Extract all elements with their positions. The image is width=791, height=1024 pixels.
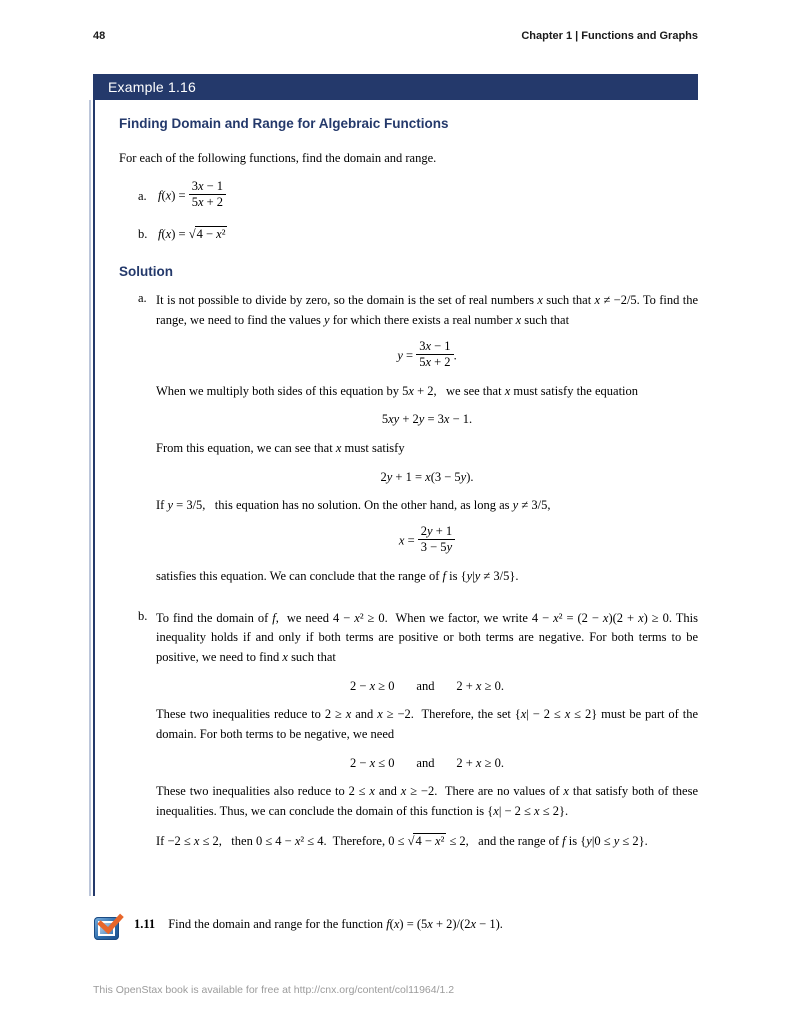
example-banner: [93, 74, 698, 100]
solution-b-content: [156, 609, 698, 862]
equation-inequalities-negative: 2 − x ≤ 0 and 2 + x ≥ 0.: [350, 755, 504, 770]
problem-item-b: [138, 227, 698, 242]
chapter-title: Chapter 1 | Functions and Graphs: [521, 30, 698, 42]
example-body: [93, 100, 698, 896]
example-banner-label: Example 1.16: [108, 79, 197, 95]
paragraph: If −2 ≤ x ≤ 2, then 0 ≤ 4 − x² ≤ 4. Therefore, 0 ≤ √4 − x² ≤ 2, and the range of f is {y|0 ≤ y ≤ 2}.: [156, 832, 698, 852]
paragraph: From this equation, we can see that x must satisfy: [156, 440, 405, 455]
equation-x-fraction: x = $\frac{2y + 1}{3 - 5y}$: [156, 526, 698, 557]
paragraph: If y = 3/5, this equation has no solution. On the other hand, as long as y ≠ 3/5,: [156, 498, 551, 512]
equation-5xy: 5xy + 2y = 3x − 1.: [381, 412, 473, 427]
equation-inequalities-positive: 2 − x ≥ 0 and 2 + x ≥ 0.: [350, 678, 504, 693]
problem-a-expression: f(x) = $\frac{3x - 1}{5x + 2}$: [158, 181, 226, 212]
example-title: Finding Domain and Range for Algebraic Functions: [119, 116, 449, 131]
radical-sign-icon: √: [188, 227, 196, 241]
example-intro: For each of the following functions, find the domain and range.: [119, 151, 437, 165]
problem-b-expression: f(x) = √4 − x²: [158, 227, 226, 241]
paragraph: When we multiply both sides of this equation by 5x + 2, we see that x must satisfy the equation: [156, 383, 639, 398]
item-label: b.: [138, 608, 148, 623]
checkpoint-number: 1.11: [134, 916, 156, 931]
fraction: $\frac{3x - 1}{5x + 2}$: [189, 179, 226, 210]
radical-sign-icon: √: [407, 833, 415, 848]
equation-y-fraction: y = $\frac{3x - 1}{5x + 2}$ .: [397, 338, 457, 369]
item-label: a.: [138, 189, 147, 203]
page-header: [93, 30, 698, 42]
item-label: a.: [138, 291, 147, 305]
checkpoint-checkbox-icon: [93, 910, 125, 942]
solution-a-content: [156, 291, 698, 597]
radicand: 4 − x²: [415, 833, 445, 848]
fraction: $\frac{3x - 1}{5x + 2}$: [416, 339, 453, 370]
paragraph: It is not possible to divide by zero, so the domain is the set of real numbers x such that x ≠ −2/5. To find the range, we need to find the values y for which there exists a real number x such that: [156, 293, 698, 327]
problem-item-a: [138, 181, 698, 212]
paragraph: These two inequalities reduce to 2 ≥ x and x ≥ −2. Therefore, the set {x| − 2 ≤ x ≤ 2} must be part of the domain. For both terms to be negative, we need: [156, 707, 698, 741]
radicand: 4 − x²: [196, 227, 226, 241]
fraction: $\frac{2y + 1}{3 - 5y}$: [418, 524, 455, 555]
paragraph: satisfies this equation. We can conclude that the range of f is {y|y ≠ 3/5}.: [156, 568, 519, 583]
solution-item-b: [138, 609, 698, 862]
checkpoint-text: Find the domain and range for the function f(x) = (5x + 2)/(2x − 1).: [168, 916, 503, 931]
solution-heading: Solution: [119, 264, 173, 279]
page-number: 48: [93, 30, 106, 42]
equation-2y-plus-1: 2y + 1 = x(3 − 5y).: [380, 469, 474, 484]
paragraph: To find the domain of f, we need 4 − x² ≥ 0. When we factor, we write 4 − x² = (2 − x)(2 + x) ≥ 0. This inequality holds if and only if both terms are positive or both terms are negative. For both terms to be positive, we need to find x such that: [156, 610, 698, 664]
item-label: b.: [138, 227, 148, 241]
footer-attribution: This OpenStax book is available for free at http://cnx.org/content/col11964/1.2: [93, 984, 455, 996]
solution-item-a: [138, 291, 698, 597]
checkpoint: [93, 910, 698, 942]
paragraph: These two inequalities also reduce to 2 ≤ x and x ≥ −2. There are no values of x that satisfy both of these inequalities. Thus, we can conclude the domain of this function is {x| − 2 ≤ x ≤ 2}.: [156, 784, 699, 818]
